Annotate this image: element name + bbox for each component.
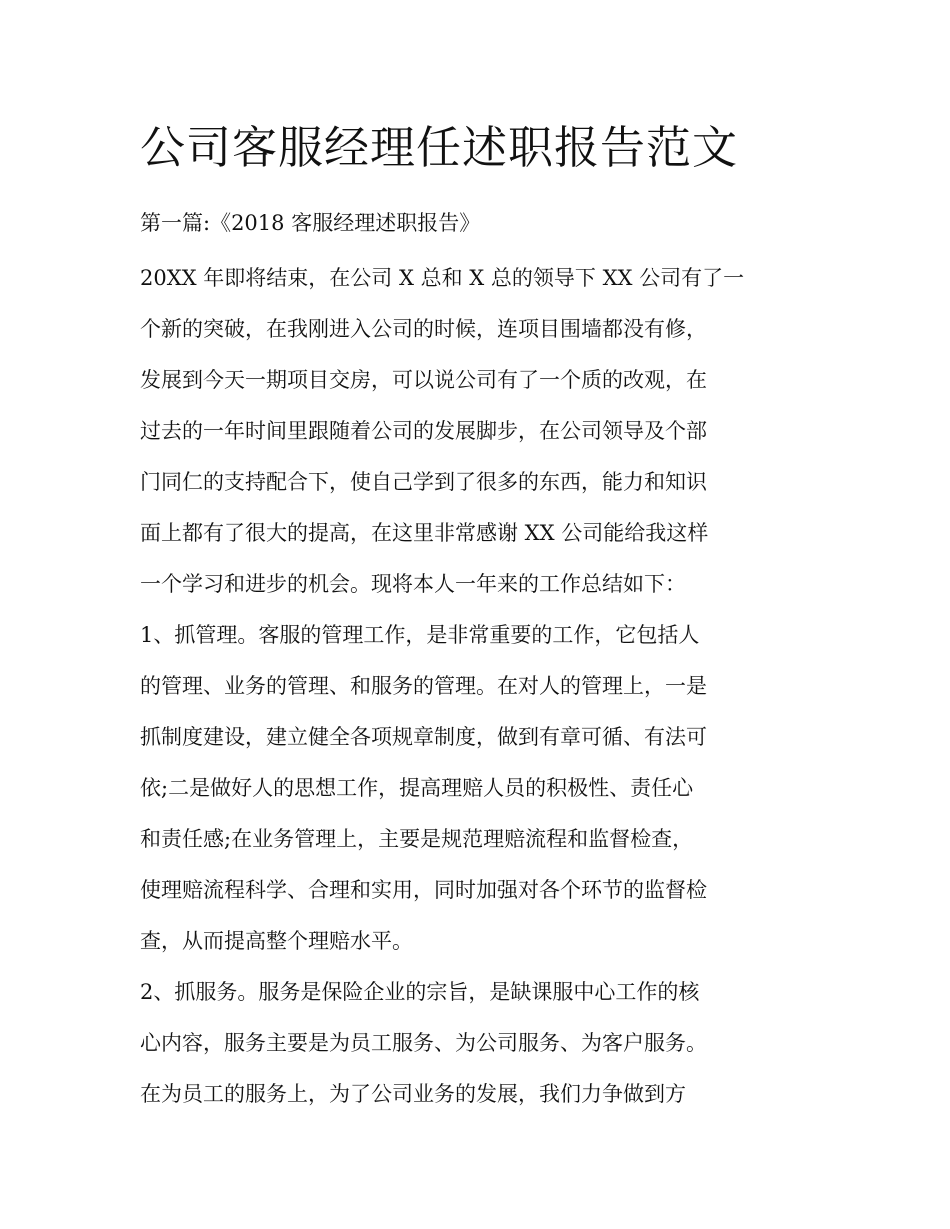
body-line: 的管理、业务的管理、和服务的管理。在对人的管理上，一是 (140, 674, 707, 698)
body-line: 2、抓服务。服务是保险企业的宗旨，是缺课服中心工作的核 (140, 980, 700, 1004)
body-line: 和责任感;在业务管理上，主要是规范理赔流程和监督检查， (140, 827, 694, 851)
body-line: 20XX 年即将结束，在公司 X 总和 X 总的领导下 XX 公司有了一 (140, 266, 745, 290)
body-line: 过去的一年时间里跟随着公司的发展脚步，在公司领导及个部 (140, 419, 707, 443)
document-title: 公司客服经理任述职报告范文 (140, 121, 739, 174)
body-line: 心内容，服务主要是为员工服务、为公司服务、为客户服务。 (140, 1031, 707, 1055)
body-line: 抓制度建设，建立健全各项规章制度，做到有章可循、有法可 (140, 725, 707, 749)
body-line: 面上都有了很大的提高，在这里非常感谢 XX 公司能给我这样 (140, 521, 709, 545)
body-line: 一个学习和进步的机会。现将本人一年来的工作总结如下： (140, 572, 686, 596)
document-subtitle: 第一篇:《2018 客服经理述职报告》 (140, 211, 481, 235)
body-line: 门同仁的支持配合下，使自己学到了很多的东西，能力和知识 (140, 470, 707, 494)
body-line: 1、抓管理。客服的管理工作，是非常重要的工作，它包括人 (140, 623, 700, 647)
body-line: 使理赔流程科学、合理和实用，同时加强对各个环节的监督检 (140, 878, 707, 902)
body-line: 个新的突破，在我刚进入公司的时候，连项目围墙都没有修， (140, 317, 707, 341)
body-line: 发展到今天一期项目交房，可以说公司有了一个质的改观，在 (140, 368, 707, 392)
body-line: 查，从而提高整个理赔水平。 (140, 929, 413, 953)
document-body (140, 253, 830, 1120)
body-line: 在为员工的服务上，为了公司业务的发展，我们力争做到方 (140, 1082, 686, 1106)
body-line: 依;二是做好人的思想工作，提高理赔人员的积极性、责任心 (140, 776, 694, 800)
